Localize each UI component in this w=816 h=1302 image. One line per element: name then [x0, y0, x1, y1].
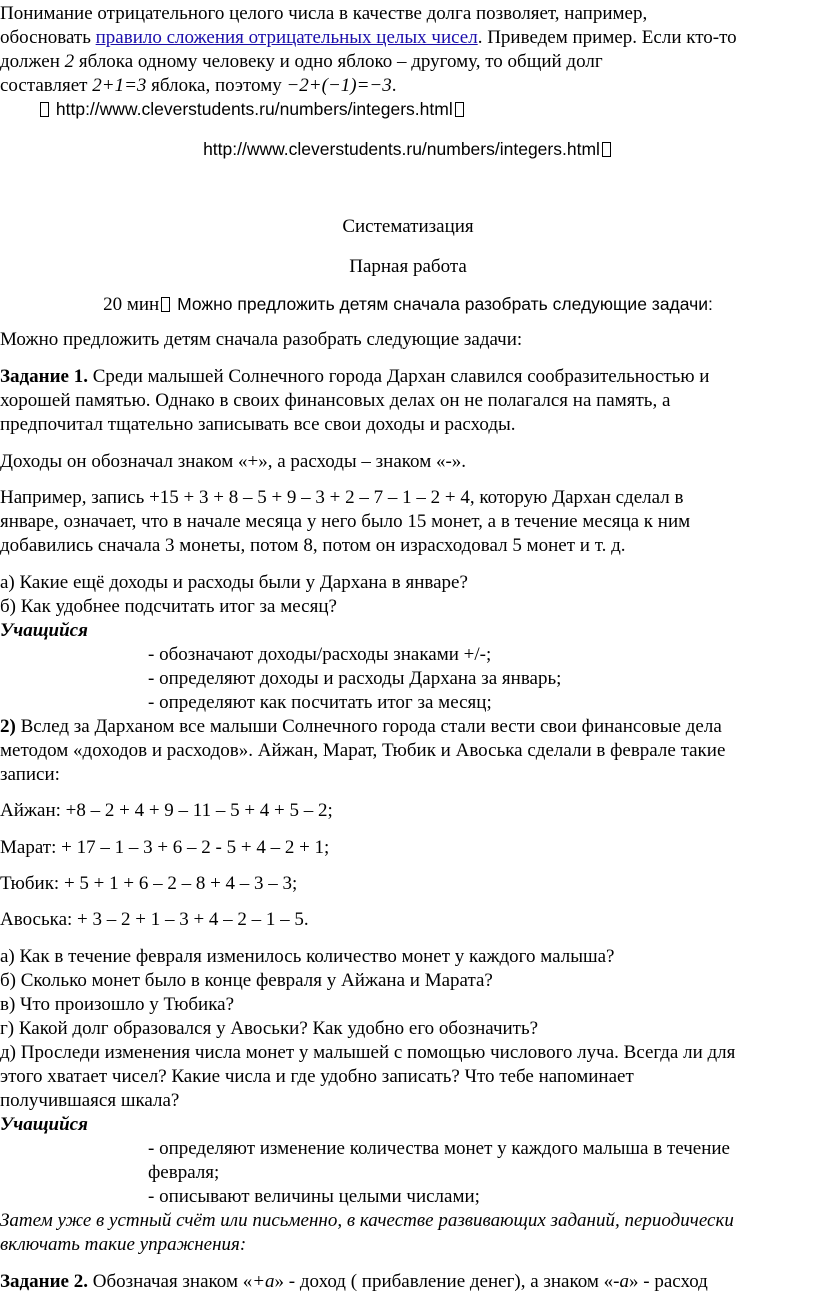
section-title: Систематизация	[342, 216, 474, 237]
missing-glyph-icon	[40, 102, 49, 117]
closing-line-1: Затем уже в устный счёт или письменно, в качестве развивающих заданий, периодически	[0, 1210, 734, 1231]
student-activity: - определяют доходы и расходы Дархана за январь;	[148, 668, 562, 689]
student-activity: февраля;	[148, 1162, 220, 1183]
intro-text: яблока одному человеку и одно яблоко – другому, то общий долг	[74, 51, 603, 72]
intro-line-1: Понимание отрицательного целого числа в качестве долга позволяет, например,	[0, 3, 648, 24]
task2-question-d: этого хватает чисел? Какие числа и где удобно записать? Что тебе напоминает	[0, 1066, 634, 1087]
task-label: Задание 2.	[0, 1271, 88, 1292]
task3-line-1	[0, 1270, 708, 1294]
record-avoska: Авоська: + 3 – 2 + 1 – 3 + 4 – 2 – 1 – 5.	[0, 909, 309, 930]
task2-question-a: а) Как в течение февраля изменилось количество монет у каждого малыша?	[0, 946, 615, 967]
task-label: Задание 1.	[0, 366, 88, 387]
task-text: » - расход	[629, 1271, 708, 1292]
math-expression: 2+1=3	[92, 75, 147, 96]
student-activity: - определяют как посчитать итог за месяц;	[148, 692, 492, 713]
task2-question-d: д) Проследи изменения числа монет у малышей с помощью числового луча. Всегда ли для	[0, 1042, 736, 1063]
task1-line-2: хорошей памятью. Однако в своих финансовых делах он не полагался на память, а	[0, 390, 671, 411]
math-expression: −2+(−1)=−3	[286, 75, 392, 96]
task-text: Обозначая знаком «	[87, 1271, 253, 1292]
intro-text: .	[391, 75, 397, 96]
rule-link[interactable]: правило сложения отрицательных целых чисел	[95, 27, 478, 48]
intro-line-2	[0, 26, 737, 50]
timing-duration: 20 мин	[103, 294, 160, 315]
intro-text: . Приведем пример. Если кто-то	[477, 27, 737, 48]
task-label: 2)	[0, 716, 16, 737]
task-text: » - доход ( прибавление денег), а знаком «	[274, 1271, 614, 1292]
task1-line-1	[0, 365, 709, 389]
intro-text: яблока, поэтому	[146, 75, 287, 96]
closing-line-2: включать такие упражнения:	[0, 1234, 247, 1255]
record-aizhan: Айжан: +8 – 2 + 4 + 9 – 11 – 5 + 4 + 5 – 2;	[0, 800, 333, 821]
timing-text: Можно предложить детям сначала разобрать следующие задачи:	[172, 294, 713, 314]
task2-question-b: б) Сколько монет было в конце февраля у Айжана и Марата?	[0, 970, 493, 991]
task2-question-g: г) Какой долг образовался у Авоськи? Как удобно его обозначить?	[0, 1018, 539, 1039]
record-tyubik: Тюбик: + 5 + 1 + 6 – 2 – 8 + 4 – 3 – 3;	[0, 873, 298, 894]
student-activity: - описывают величины целыми числами;	[148, 1186, 480, 1207]
intro-number: 2	[64, 51, 75, 72]
task2-question-d: получившаяся шкала?	[0, 1090, 180, 1111]
math-symbol: -a	[613, 1271, 629, 1292]
tasks-intro: Можно предложить детям сначала разобрать следующие задачи:	[0, 329, 523, 350]
timing-line	[0, 292, 816, 317]
student-label: Учащийся	[0, 1114, 88, 1135]
task1-question-a: а) Какие ещё доходы и расходы были у Дархана в январе?	[0, 572, 468, 593]
source-url-text: http://www.cleverstudents.ru/numbers/integers.html	[55, 99, 453, 119]
intro-text: составляет	[0, 75, 93, 96]
task2-line-1	[0, 715, 722, 739]
source-url-2	[0, 137, 816, 161]
subsection-title: Парная работа	[349, 256, 467, 277]
task-text: Среди малышей Солнечного города Дархан славился сообразительностью и	[87, 366, 710, 387]
task1-line-3: предпочитал тщательно записывать все свои доходы и расходы.	[0, 414, 516, 435]
missing-glyph-icon	[161, 297, 170, 312]
missing-glyph-icon	[602, 142, 611, 157]
source-url-1	[38, 97, 466, 121]
task2-line-2: методом «доходов и расходов». Айжан, Марат, Тюбик и Авоська сделали в феврале такие	[0, 740, 726, 761]
source-url-text: http://www.cleverstudents.ru/numbers/integers.html	[203, 139, 600, 159]
missing-glyph-icon	[455, 102, 464, 117]
student-activity: - определяют изменение количества монет у каждого малыша в течение	[148, 1138, 730, 1159]
student-activity: - обозначают доходы/расходы знаками +/-;	[148, 644, 492, 665]
task1-question-b: б) Как удобнее подсчитать итог за месяц?	[0, 596, 337, 617]
task-text: Вслед за Дарханом все малыши Солнечного города стали вести свои финансовые дела	[15, 716, 722, 737]
task2-line-3: записи:	[0, 764, 60, 785]
math-symbol: +a	[252, 1271, 275, 1292]
record-marat: Марат: + 17 – 1 – 3 + 6 – 2 - 5 + 4 – 2 + 1;	[0, 837, 330, 858]
intro-line-3	[0, 50, 603, 74]
task2-question-v: в) Что произошло у Тюбика?	[0, 994, 235, 1015]
intro-text: должен	[0, 51, 65, 72]
intro-text: обосновать	[0, 27, 96, 48]
task1-example-3: добавились сначала 3 монеты, потом 8, потом он израсходовал 5 монет и т. д.	[0, 535, 626, 556]
task1-example-2: январе, означает, что в начале месяца у него было 15 монет, а в течение месяца к ним	[0, 511, 691, 532]
student-label: Учащийся	[0, 620, 88, 641]
task1-signs: Доходы он обозначал знаком «+», а расходы – знаком «-».	[0, 451, 467, 472]
task1-example-1: Например, запись +15 + 3 + 8 – 5 + 9 – 3 + 2 – 7 – 1 – 2 + 4, которую Дархан сделал в	[0, 487, 684, 508]
intro-line-4	[0, 74, 396, 98]
